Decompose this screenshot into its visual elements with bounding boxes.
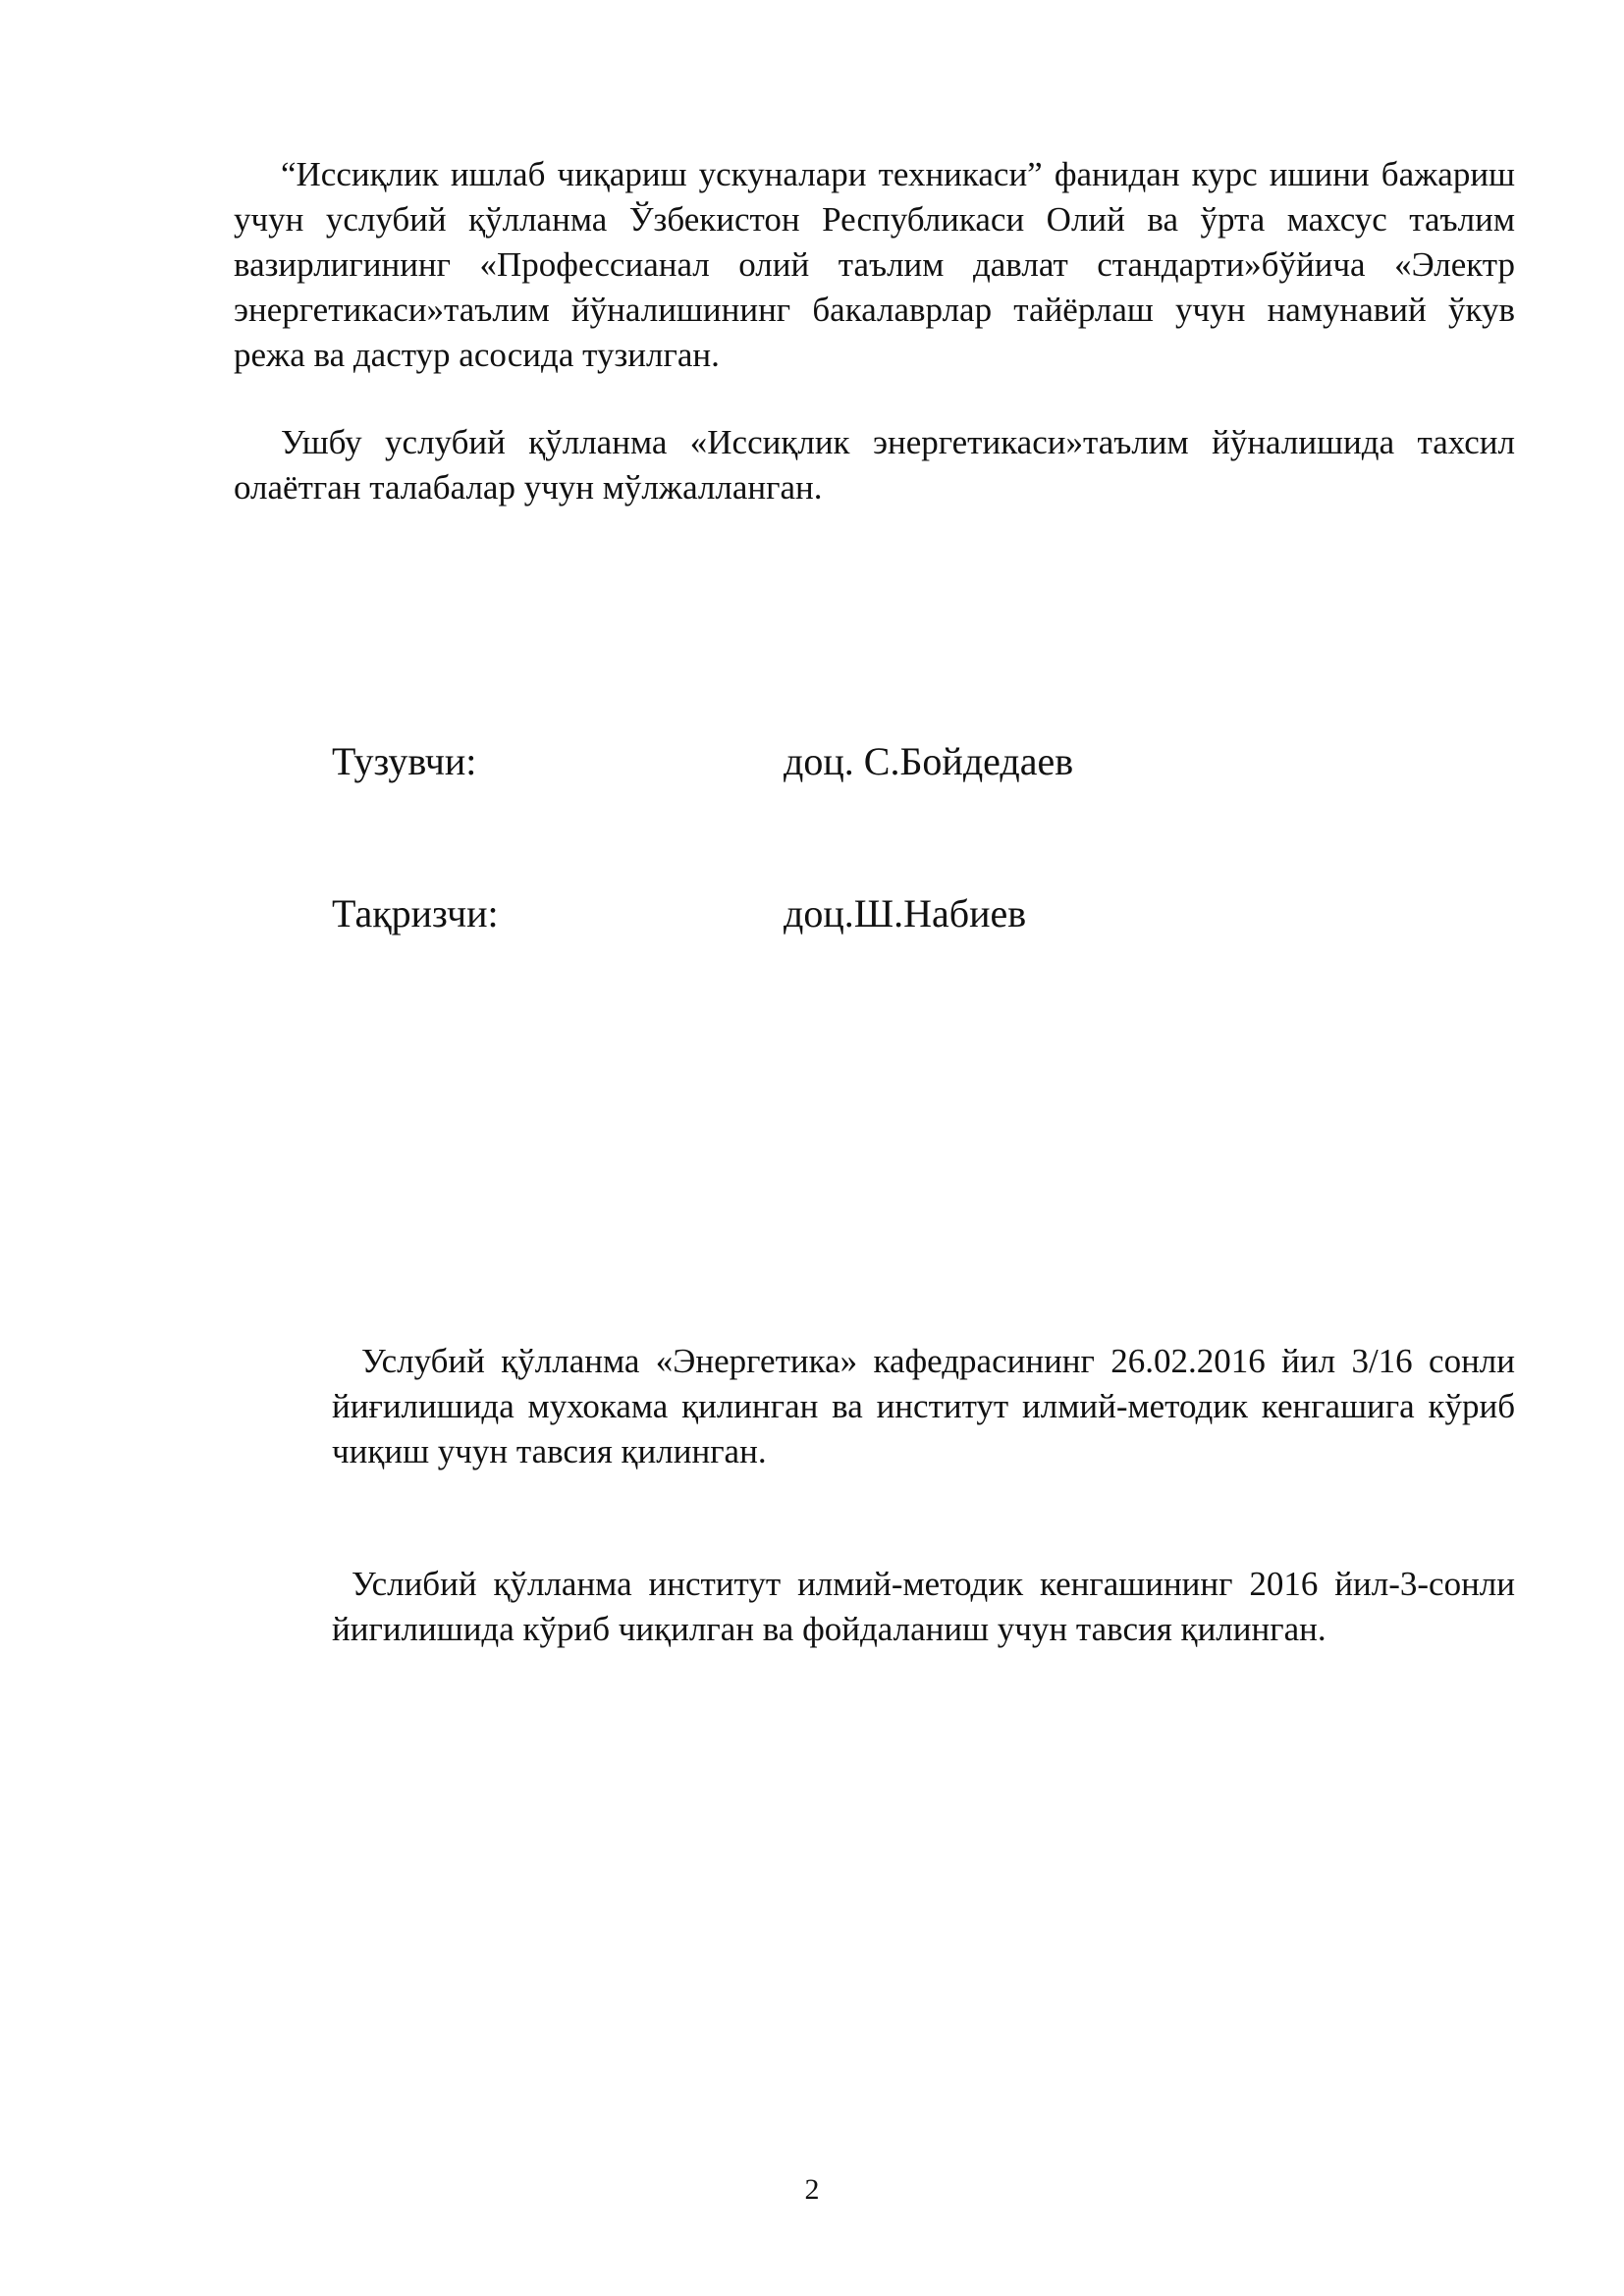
council-approval-paragraph: Услибий қўлланма институт илмий-методик кенгашининг 2016 йил-3-сонли йигилишида кўриб чиқилган ва фойдаланиш учун тавсия қилинган. <box>332 1565 1515 1648</box>
intro-paragraph: “Иссиқлик ишлаб чиқариш ускуналари техникаси” фанидан курс ишини бажариш учун услубий қўлланма Ўзбекистон Республикаси Олий ва ўрта махсус таълим вазирлигининг «Професcианал олий таълим давлат стандарти»бўйича «Электр энергетикаси»таълим йўналишининг бакалаврлар тайёрлаш учун намунавий ўкув режа ва дастур асосида тузилган. <box>234 155 1515 374</box>
page-number: 2 <box>804 2173 820 2206</box>
department-approval-paragraph: Услубий қўлланма «Энергетика» кафедрасининг 26.02.2016 йил 3/16 сонли йиғилишида мухокама қилинган ва институт илмий-методик кенгашига кўриб чиқиш учун тавсия қилинган. <box>332 1342 1515 1470</box>
purpose-paragraph: Ушбу услубий қўлланма «Иссиқлик энергетикаси»таълим йўналишида тахсил олаётган талабалар учун мўлжалланган. <box>234 423 1515 507</box>
author-label: Тузувчи: <box>332 739 477 783</box>
reviewer-label: Тақризчи: <box>332 891 499 935</box>
reviewer-row <box>332 889 1026 938</box>
reviewer-name: доц.Ш.Набиев <box>784 891 1027 935</box>
author-name: доц. С.Бойдедаев <box>784 739 1074 783</box>
author-row <box>332 737 1073 786</box>
